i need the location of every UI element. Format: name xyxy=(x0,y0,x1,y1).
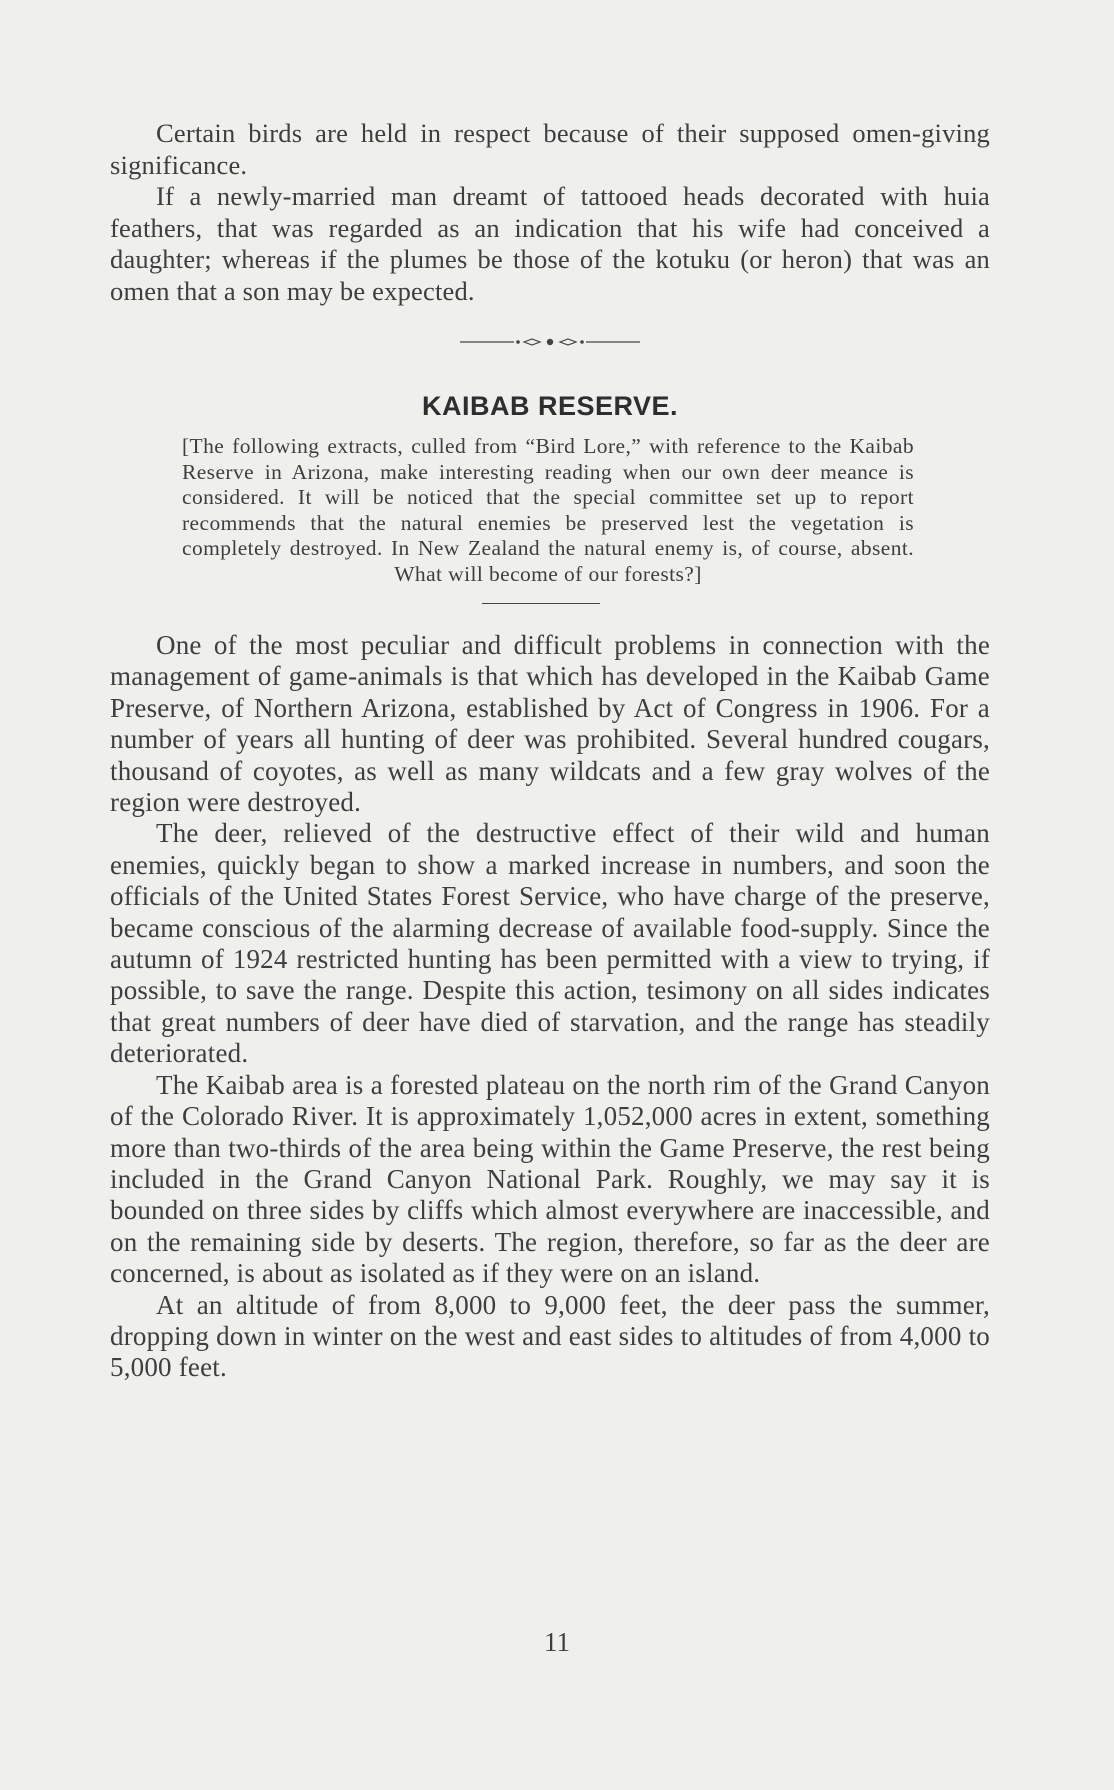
section-rule xyxy=(482,603,600,604)
body-paragraph-1: One of the most peculiar and difficult problems in connection with the management of game-animals is that which has developed in the Kaibab Game Preserve, of Northern Arizona, established by Act of Congress in 1906. For a number of years all hunting of deer was prohibited. Several hundred cougars, thousand of coyotes, as well as many wildcats and a few gray wolves of the region were destroyed. xyxy=(110,630,990,818)
intro-paragraph-1: Certain birds are held in respect because of their supposed omen-giving significance. xyxy=(110,118,990,180)
section-heading: KAIBAB RESERVE. xyxy=(421,391,679,421)
body-paragraph-3: The Kaibab area is a forested plateau on the north rim of the Grand Canyon of the Colorado River. It is approximately 1,052,000 acres in extent, something more than two-thirds of the area being within the Game Preserve, the rest being included in the Grand Canyon National Park. Roughly, we may say it is bounded on three sides by cliffs which almost everywhere are inaccessible, and on the remaining side by deserts. The region, therefore, so far as the deer are concerned, is about as isolated as if they were on an island. xyxy=(110,1069,990,1289)
page-content xyxy=(110,118,990,1384)
page-number: 11 xyxy=(544,1627,570,1657)
ornament-divider xyxy=(460,335,640,349)
body-paragraph-2: The deer, relieved of the destructive effect of their wild and human enemies, quickly began to show a marked increase in numbers, and soon the officials of the United States Forest Service, who have charge of the preserve, became conscious of the alarming decrease of available food-supply. Since the autumn of 1924 restricted hunting has been permitted with a view to trying, if possible, to save the range. Despite this action, tesimony on all sides indicates that great numbers of deer have died of starvation, and the range has steadily deteriorated. xyxy=(110,818,990,1069)
article-body xyxy=(110,630,990,1384)
editorial-note: [The following extracts, culled from “Bird Lore,” with reference to the Kaibab Reserve in Arizona, make interesting reading when our own deer meance is considered. It will be noticed that the special committee set up to report recommends that the natural enemies be preserved lest the vegetation is completely destroyed. In New Zealand the natural enemy is, of course, absent. What will become of our forests?] xyxy=(182,434,914,586)
intro-paragraph-2: If a newly-married man dreamt of tattooed heads decorated with huia feathers, that was regarded as an indication that his wife had conceived a daughter; whereas if the plumes be those of the kotuku (or heron) that was an omen that a son may be expected. xyxy=(110,181,990,306)
body-paragraph-4: At an altitude of from 8,000 to 9,000 feet, the deer pass the summer, dropping down in winter on the west and east sides to altitudes of from 4,000 to 5,000 feet. xyxy=(110,1289,990,1383)
